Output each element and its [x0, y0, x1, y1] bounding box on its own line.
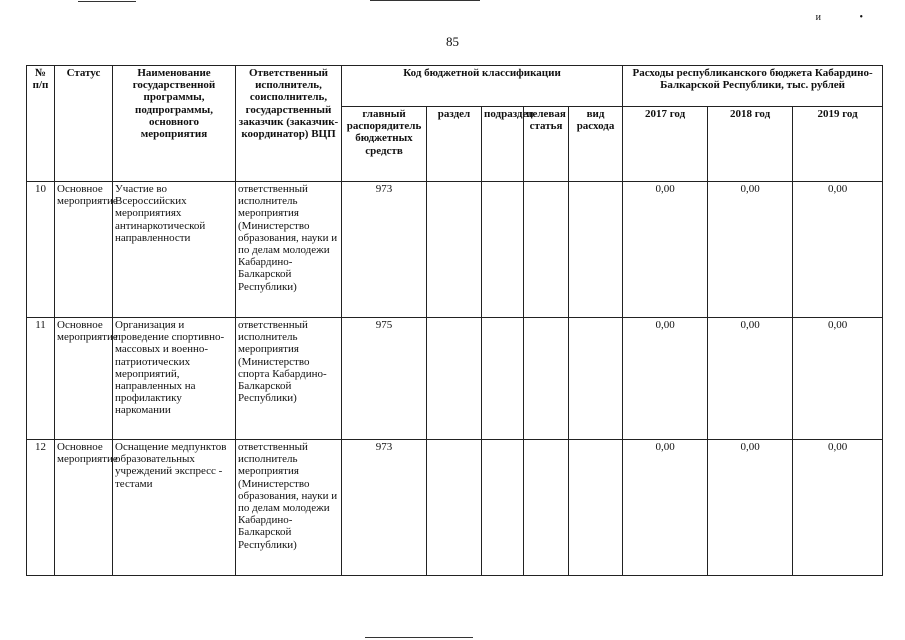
row-expense-type [569, 440, 623, 576]
row-main-manager-code: 975 [342, 318, 427, 440]
row-2018: 0,00 [708, 182, 793, 318]
header-expense-type: вид расхода [569, 107, 623, 182]
header-main-manager: главный распорядитель бюджетных средств [342, 107, 427, 182]
row-executor: ответственный исполнитель мероприятия (Министерство образования, науки и по делам молодежи Кабардино-Балкарской Республики) [236, 182, 342, 318]
scan-artifact-bottom-center [365, 637, 473, 638]
row-2019: 0,00 [793, 440, 883, 576]
header-num: № п/п [27, 66, 55, 182]
header-classification: Код бюджетной классификации [342, 66, 623, 107]
corner-marks: и • [815, 12, 881, 23]
header-section: раздел [427, 107, 482, 182]
row-subsection [482, 182, 524, 318]
row-status: Основное мероприятие [55, 440, 113, 576]
row-number: 10 [27, 182, 55, 318]
header-2018: 2018 год [708, 107, 793, 182]
header-row-1 [27, 66, 883, 107]
table-row [27, 182, 883, 318]
table-row [27, 318, 883, 440]
row-subsection [482, 318, 524, 440]
header-expenses: Расходы республиканского бюджета Кабардино-Балкарской Республики, тыс. рублей [623, 66, 883, 107]
row-2018: 0,00 [708, 440, 793, 576]
row-target-article [524, 318, 569, 440]
row-expense-type [569, 182, 623, 318]
row-2019: 0,00 [793, 182, 883, 318]
row-expense-type [569, 318, 623, 440]
row-main-manager-code: 973 [342, 440, 427, 576]
row-number: 11 [27, 318, 55, 440]
scan-artifact-top-center [370, 0, 480, 1]
row-program-name: Участие во Всероссийских мероприятиях антинаркотической направленности [113, 182, 236, 318]
row-executor: ответственный исполнитель мероприятия (Министерство спорта Кабардино-Балкарской Республики) [236, 318, 342, 440]
row-target-article [524, 182, 569, 318]
row-2017: 0,00 [623, 440, 708, 576]
row-section [427, 182, 482, 318]
row-program-name: Оснащение медпунктов образовательных учреждений экспресс - тестами [113, 440, 236, 576]
row-executor: ответственный исполнитель мероприятия (Министерство образования, науки и по делам молодежи Кабардино-Балкарской Республики) [236, 440, 342, 576]
row-program-name: Организация и проведение спортивно-массовых и военно-патриотических мероприятий, направленных на профилактику наркомании [113, 318, 236, 440]
row-section [427, 440, 482, 576]
row-2019: 0,00 [793, 318, 883, 440]
row-2018: 0,00 [708, 318, 793, 440]
header-executor: Ответственный исполнитель, соисполнитель, государственный заказчик (заказчик-координатор) ВЦП [236, 66, 342, 182]
row-target-article [524, 440, 569, 576]
row-2017: 0,00 [623, 318, 708, 440]
header-program: Наименование государственной программы, подпрограммы, основного мероприятия [113, 66, 236, 182]
budget-table [26, 65, 883, 576]
header-2019: 2019 год [793, 107, 883, 182]
row-2017: 0,00 [623, 182, 708, 318]
row-status: Основное мероприятие [55, 182, 113, 318]
header-subsection: подраздел [482, 107, 524, 182]
table-row [27, 440, 883, 576]
row-subsection [482, 440, 524, 576]
row-section [427, 318, 482, 440]
row-number: 12 [27, 440, 55, 576]
page-number: 85 [446, 34, 459, 49]
header-status: Статус [55, 66, 113, 182]
header-2017: 2017 год [623, 107, 708, 182]
row-main-manager-code: 973 [342, 182, 427, 318]
row-status: Основное мероприятие [55, 318, 113, 440]
scan-artifact-top-left [78, 1, 136, 2]
header-target-article: целевая статья [524, 107, 569, 182]
